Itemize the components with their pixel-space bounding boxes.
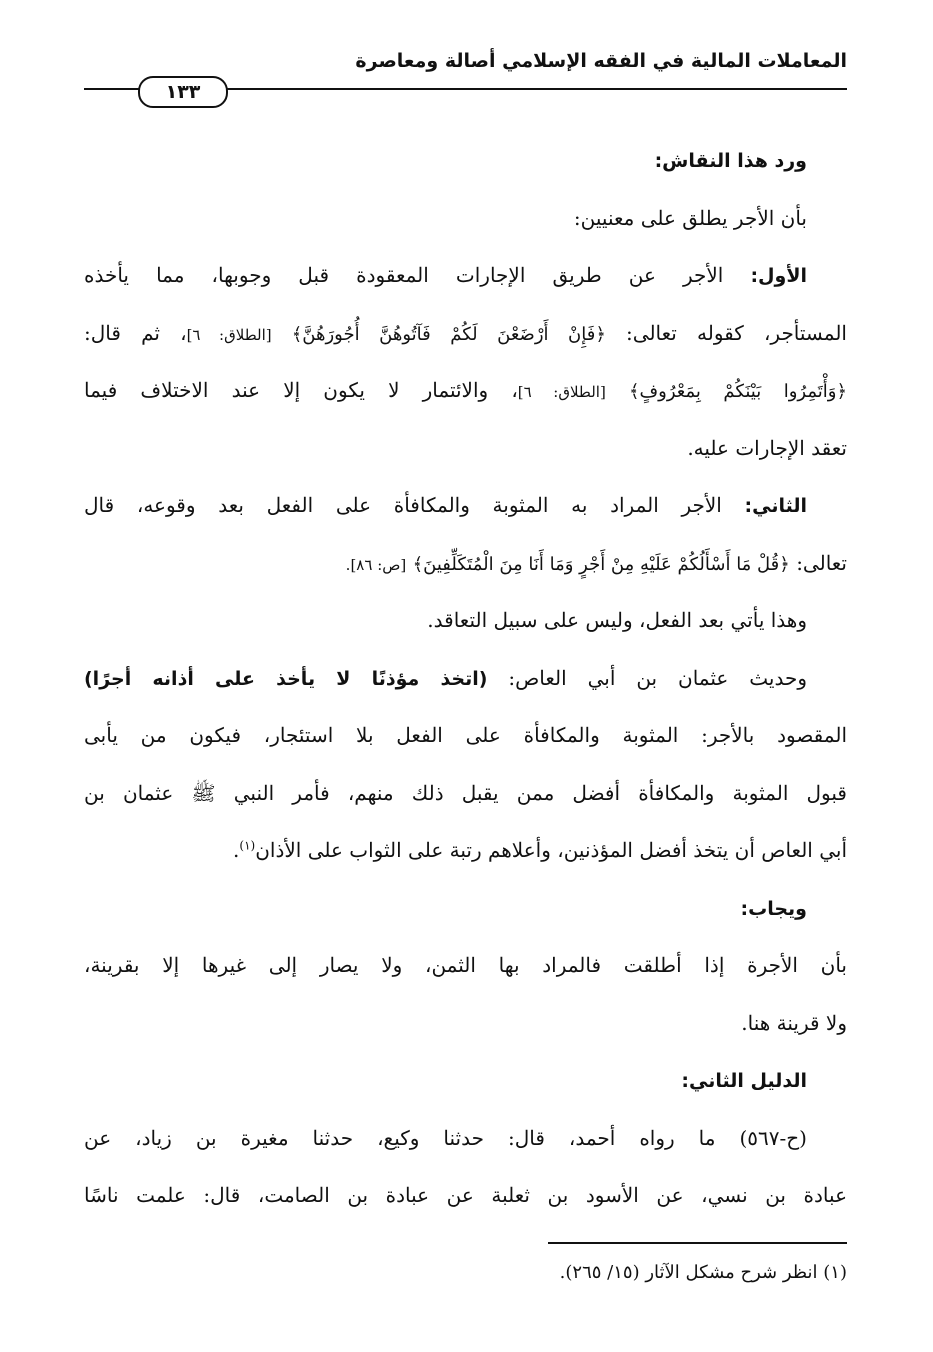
running-title: المعاملات المالية في الفقه الإسلامي أصالة ومعاصرة	[355, 50, 847, 72]
text-line: (ح-٥٦٧) ما رواه أحمد، قال: حدثنا وكيع، حدثنا مغيرة بن زياد، عن	[84, 1125, 807, 1150]
main-text	[84, 132, 847, 1225]
text-line: ولا قرينة هنا.	[741, 1010, 847, 1035]
point-label: الثاني:	[744, 495, 808, 517]
text-line: أبي العاص أن يتخذ أفضل المؤذنين، وأعلاهم رتبة على الثواب على الأذان$^{(١)}$.	[233, 838, 847, 862]
quran-verse: ﴿وَأْتَمِرُوا بَيْنَكُمْ بِمَعْرُوفٍ﴾	[628, 381, 847, 402]
point-label: الأول:	[750, 265, 807, 287]
text-line: قبول المثوبة والمكافأة أفضل ممن يقبل ذلك منهم، فأمر النبي ﷺ عثمان بن	[84, 780, 847, 805]
text-line: الأول: الأجر عن طريق الإجارات المعقودة قبل وجوبها، مما يأخذه	[84, 263, 807, 287]
text-line: المستأجر، كقوله تعالى: ﴿فَإِنْ أَرْضَعْنَ لَكُمْ فَآتُوهُنَّ أُجُورَهُنَّ﴾ [الطلاق: ٦]، ثم قال:	[84, 320, 847, 345]
hadith-quote: (اتخذ مؤذنًا لا يأخذ على أذانه أجرًا)	[84, 667, 488, 690]
verse-reference: [ص: ٨٦].	[345, 555, 407, 574]
text-line: ﴿وَأْتَمِرُوا بَيْنَكُمْ بِمَعْرُوفٍ﴾ [الطلاق: ٦]، والائتمار لا يكون إلا عند الاختلاف فيما	[84, 378, 847, 402]
text-line: ويجاب:	[740, 897, 807, 920]
footnote-marker: (١)	[239, 838, 256, 853]
text-line: وحديث عثمان بن أبي العاص: (اتخذ مؤذنًا لا يأخذ على أذانه أجرًا)	[84, 665, 807, 690]
section-heading: الدليل الثاني:	[681, 1070, 807, 1092]
text-line	[84, 1052, 847, 1110]
text-line: تعالى: ﴿قُلْ مَا أَسْأَلُكُمْ عَلَيْهِ مِنْ أَجْرٍ وَمَا أَنَا مِنَ الْمُتَكَلِّفِينَ﴾ [ص: ٨٦].	[345, 550, 847, 575]
text-line: ورد هذا النقاش:	[654, 150, 807, 172]
text-line: بأن الأجر يطلق على معنيين:	[573, 205, 807, 230]
text-line: المقصود بالأجر: المثوبة والمكافأة على الفعل بلا استئجار، فيكون من يأبى	[84, 723, 847, 747]
page-number-badge: ١٣٣	[138, 76, 228, 108]
verse-reference: [الطلاق: ٦]	[517, 383, 606, 401]
footnote: (١) انظر شرح مشكل الآثار (١٥/ ٢٦٥).	[559, 1262, 847, 1283]
quran-verse: ﴿فَإِنْ أَرْضَعْنَ لَكُمْ فَآتُوهُنَّ أُجُورَهُنَّ﴾	[291, 323, 606, 345]
verse-reference: [الطلاق: ٦]	[186, 325, 272, 344]
quran-verse: ﴿قُلْ مَا أَسْأَلُكُمْ عَلَيْهِ مِنْ أَجْرٍ وَمَا أَنَا مِنَ الْمُتَكَلِّفِينَ﴾	[412, 553, 790, 575]
text-line: عبادة بن نسي، عن الأسود بن ثعلبة عن عبادة بن الصامت، قال: علمت ناسًا	[84, 1183, 847, 1207]
footnote-rule	[548, 1242, 847, 1244]
text-line: الثاني: الأجر المراد به المثوبة والمكافأة على الفعل بعد وقوعه، قال	[84, 493, 808, 517]
text-line: وهذا يأتي بعد الفعل، وليس على سبيل التعاقد.	[427, 608, 807, 632]
text-line: بأن الأجرة إذا أطلقت فالمراد بها الثمن، ولا يصار إلى غيرها إلا بقرينة،	[84, 953, 847, 977]
text-line: تعقد الإجارات عليه.	[687, 435, 847, 460]
